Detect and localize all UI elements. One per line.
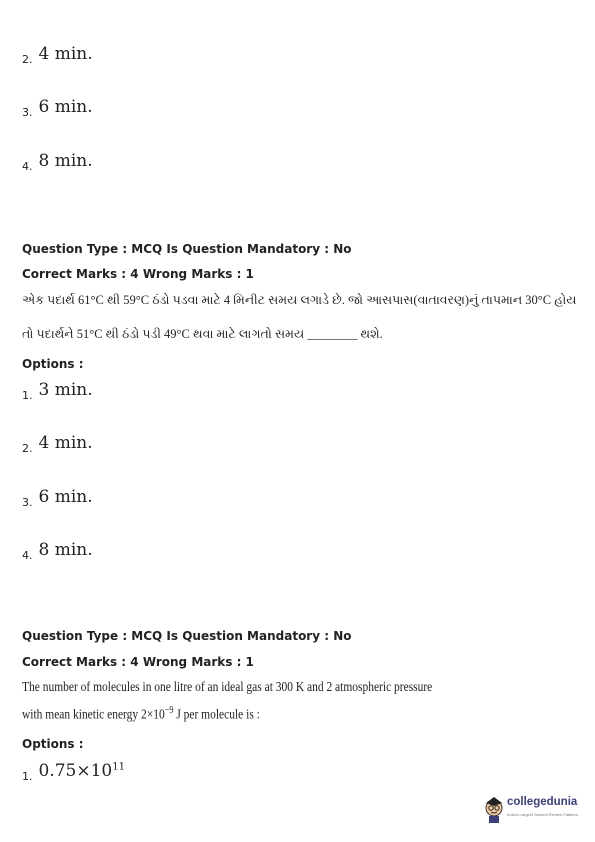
question-type-line: Question Type : MCQ Is Question Mandatory : No bbox=[22, 242, 352, 256]
question-type-line: Question Type : MCQ Is Question Mandatory : No bbox=[22, 629, 352, 643]
logo-tagline: India's Largest Student Review Platform bbox=[507, 812, 579, 817]
question-text-line-1: એક પદાર્થ 61°C થી 59°C ઠંડો પડવા માટે 4 મિનીટ સમય લગાડે છે. જો આસપાસ(વાતાવરણ)નું તાપમાન 30°C હોય bbox=[22, 293, 577, 307]
option-4[interactable]: $_{4.}$ 8 min. bbox=[22, 540, 93, 562]
options-label: Options : bbox=[22, 737, 84, 751]
option-2[interactable]: $_{2.}$ 4 min. bbox=[22, 433, 93, 455]
collegedunia-logo bbox=[482, 792, 586, 826]
option-4[interactable]: $_{4.}$ 8 min. bbox=[22, 151, 93, 173]
question-text-line-1: The number of molecules in one litre of an ideal gas at 300 K and 2 atmospheric pressure bbox=[22, 680, 433, 695]
option-1[interactable]: $_{1.}$ 3 min. bbox=[22, 380, 93, 402]
option-3[interactable]: $_{3.}$ 6 min. bbox=[22, 97, 93, 119]
marks-line: Correct Marks : 4 Wrong Marks : 1 bbox=[22, 655, 254, 669]
question-text-line-2: તો પદાર્થને 51°C થી ઠંડો પડી 49°C થવા માટે લાગતો સમય ________ થશે. bbox=[22, 327, 383, 341]
marks-line: Correct Marks : 4 Wrong Marks : 1 bbox=[22, 267, 254, 281]
logo-wordmark: collegedunia bbox=[507, 796, 578, 808]
options-label: Options : bbox=[22, 357, 84, 371]
option-3[interactable]: $_{3.}$ 6 min. bbox=[22, 487, 93, 509]
option-1[interactable]: $_{1.}$ $0.75\times 10^{11}$ bbox=[22, 761, 125, 783]
option-2[interactable]: $_{2.}$ 4 min. bbox=[22, 44, 93, 66]
question-text-line-2: with mean kinetic energy $2\times 10^{-9}$ J per molecule is : bbox=[22, 705, 260, 723]
mascot-icon bbox=[482, 794, 506, 824]
